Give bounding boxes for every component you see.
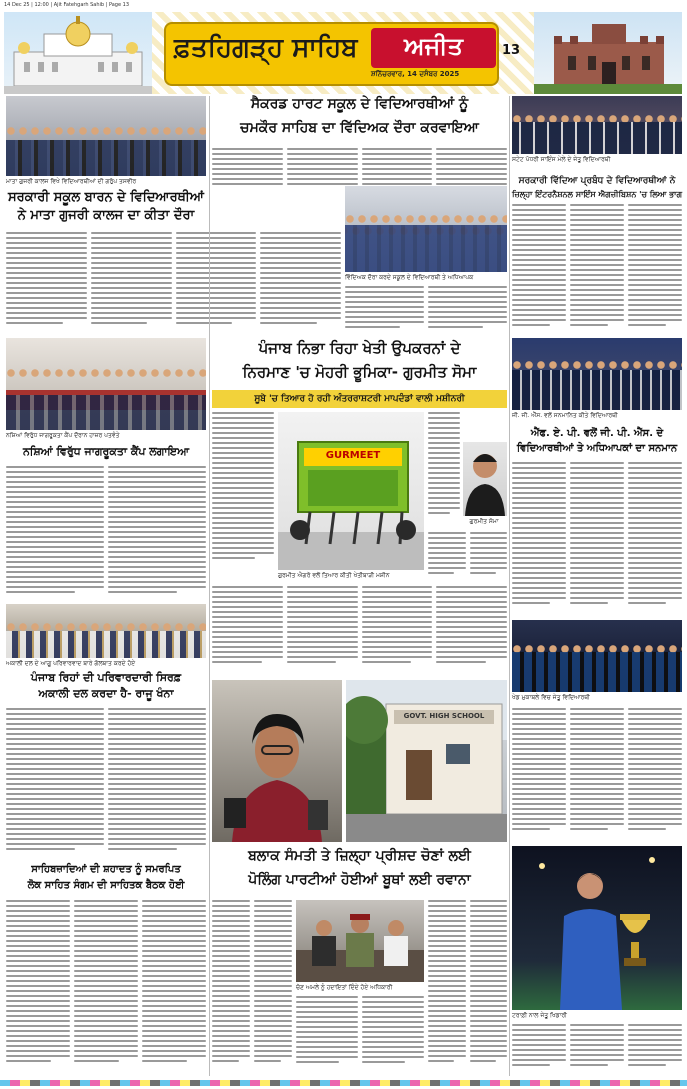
sports-body [512, 708, 682, 840]
school-baran-headline-1: ਸਰਕਾਰੀ ਸਕੂਲ ਬਾਰਨ ਦੇ ਵਿਦਿਆਰਥੀਆਂ [8, 190, 204, 205]
honor-photo [512, 338, 682, 410]
agri-body-left [212, 412, 274, 572]
polling-headline-1: ਬਲਾਕ ਸੰਮਤੀ ਤੇ ਜ਼ਿਲ੍ਹਾ ਪ੍ਰੀਸ਼ਦ ਚੋਣਾਂ ਲਈ [248, 848, 471, 864]
akali-headline-2: ਅਕਾਲੀ ਦਲ ਕਰਦਾ ਹੈ- ਰਾਜੂ ਖੰਨਾ [38, 687, 174, 700]
sacred-heart-body-top [212, 148, 507, 188]
science-photo [512, 96, 682, 154]
science-body [512, 204, 682, 332]
sacred-heart-caption: ਵਿੱਦਿਅਕ ਦੌਰਾ ਕਰਦੇ ਸਕੂਲ ਦੇ ਵਿਦਿਆਰਥੀ ਤੇ ਅਧਿਆਪਕ [345, 274, 474, 281]
speaker-photo [212, 680, 342, 842]
agri-body-continued [212, 586, 507, 674]
group-photo-caption: ਮਾਤਾ ਗੁਜਰੀ ਕਾਲਜ ਵਿਖੇ ਵਿਦਿਆਰਥੀਆਂ ਦੀ ਗਰੁੱਪ ਤਸਵੀਰ [6, 178, 137, 185]
sacred-heart-headline-2: ਚਮਕੌਰ ਸਾਹਿਬ ਦਾ ਵਿੱਦਿਅਕ ਦੌਰਾ ਕਰਵਾਇਆ [240, 120, 479, 136]
gurdwara-icon [4, 12, 152, 94]
trophy-winner-photo [512, 846, 682, 1010]
sports-group-photo [512, 620, 682, 692]
sports-group-caption: ਖੇਡ ਮੁਕਾਬਲੇ ਵਿਚ ਜੇਤੂ ਵਿਦਿਆਰਥੀ [512, 694, 590, 701]
polling-headline-2: ਪੋਲਿੰਗ ਪਾਰਟੀਆਂ ਹੋਈਆਂ ਬੂਥਾਂ ਲਈ ਰਵਾਨਾ [248, 872, 471, 888]
school-building-photo [346, 680, 507, 842]
group-photo-college [6, 96, 206, 176]
masthead [4, 12, 682, 94]
school-baran-headline-2: ਨੇ ਮਾਤਾ ਗੁਜਰੀ ਕਾਲਜ ਦਾ ਕੀਤਾ ਦੌਰਾ [17, 208, 195, 223]
drug-camp-headline: ਨਸ਼ਿਆਂ ਵਿਰੁੱਧ ਜਾਗਰੂਕਤਾ ਕੈਂਪ ਲਗਾਇਆ [22, 445, 190, 458]
akali-photo-caption: ਅਕਾਲੀ ਦਲ ਦੇ ਆਗੂ ਪਰਿਵਾਰਵਾਦ ਬਾਰੇ ਗੱਲਬਾਤ ਕਰਦੇ ਹੋਏ [6, 660, 136, 667]
trophy-winner-caption: ਟਰਾਫ਼ੀ ਨਾਲ ਜੇਤੂ ਖਿਡਾਰੀ [512, 1012, 567, 1019]
drug-camp-body [6, 466, 206, 602]
machine-photo-caption: ਗੁਰਮੀਤ ਐਗਰੋ ਵਲੋਂ ਤਿਆਰ ਕੀਤੀ ਖੇਤੀਬਾੜੀ ਮਸ਼ੀਨ [278, 572, 390, 579]
column-rule-left [209, 96, 210, 1076]
color-bar [0, 1080, 687, 1086]
agri-headline-1: ਪੰਜਾਬ ਨਿਭਾ ਰਿਹਾ ਖੇਤੀ ਉਪਕਰਨਾਂ ਦੇ [258, 339, 461, 357]
science-photo-caption: ਸਟੇਟ ਪੱਧਰੀ ਸਾਇੰਸ ਮੇਲੇ ਦੇ ਜੇਤੂ ਵਿਦਿਆਰਥੀ [512, 156, 611, 163]
portrait-photo [463, 442, 507, 516]
school-baran-body [6, 232, 341, 330]
agri-subheadline: ਸੂਬੇ 'ਚ ਤਿਆਰ ਹੋ ਰਹੀ ਅੰਤਰਰਾਸ਼ਟਰੀ ਮਾਪਦੰਡਾਂ ਵਾਲੀ ਮਸ਼ੀਨਰੀ [212, 390, 507, 408]
building-sign: GOVT. HIGH SCHOOL [403, 712, 485, 720]
portrait-caption: ਗੁਰਮੀਤ ਸੋਮਾ [469, 518, 499, 525]
honor-body [512, 462, 682, 612]
sacred-heart-photo [345, 186, 507, 272]
polling-body-left [212, 900, 292, 1072]
sacred-heart-headline-1: ਸੈਕਰਡ ਹਾਰਟ ਸਕੂਲ ਦੇ ਵਿਦਿਆਰਥੀਆਂ ਨੂੰ [250, 96, 469, 112]
akali-photo [6, 604, 206, 658]
brand-name: ਅਜੀਤ [404, 32, 463, 60]
section-title: ਫ਼ਤਹਿਗੜ੍ਹ ਸਾਹਿਬ [174, 33, 358, 63]
sahibzade-headline-2: ਲੋਕ ਸਾਹਿਤ ਸੰਗਮ ਦੀ ਸਾਹਿਤਕ ਬੈਠਕ ਹੋਈ [27, 880, 185, 891]
honor-headline-2: ਵਿਦਿਆਰਥੀਆਂ ਤੇ ਅਧਿਆਪਕਾਂ ਦਾ ਸਨਮਾਨ [516, 443, 678, 454]
drug-camp-photo [6, 338, 206, 430]
fort-icon [534, 12, 682, 94]
polling-body-mid [296, 996, 424, 1072]
science-headline-2: ਜ਼ਿਲ੍ਹਾ ਇੰਟਰਨੈਸ਼ਨਲ ਸਾਇੰਸ ਐਗਜ਼ੀਬਿਸ਼ਨ 'ਚ ਲਿਆ ਭਾਗ [512, 190, 683, 199]
agri-body-right [428, 532, 507, 582]
akali-body [6, 708, 206, 858]
print-slug: 14 Dec 25 | 12:00 | Ajit Fatehgarh Sahib | Page 13 [4, 2, 130, 8]
sahibzade-headline-1: ਸਾਹਿਬਜ਼ਾਦਿਆਂ ਦੀ ਸ਼ਹਾਦਤ ਨੂੰ ਸਮਰਪਿਤ [31, 864, 181, 875]
agri-headline-2: ਨਿਰਮਾਣ 'ਚ ਮੋਹਰੀ ਭੂਮਿਕਾ- ਗੁਰਮੀਤ ਸੋਮਾ [242, 363, 477, 381]
polling-body-right [428, 900, 507, 1072]
agri-body-mid [428, 412, 460, 520]
masthead-title-box [164, 22, 499, 86]
sacred-heart-body-bottom [345, 286, 507, 332]
issue-date: ਸ਼ਨਿੱਚਰਵਾਰ, 14 ਦਸੰਬਰ 2025 [371, 70, 460, 78]
honor-headline-1: ਐੱਫ. ਏ. ਪੀ. ਵਲੋਂ ਜੀ. ਪੀ. ਐੱਸ. ਦੇ [530, 428, 664, 439]
akali-headline-1: ਪੰਜਾਬ ਰਿਹਾਂ ਦੀ ਪਰਿਵਾਰਦਾਰੀ ਸਿਰਫ਼ [30, 671, 182, 684]
polling-photo [296, 900, 424, 982]
machine-photo [278, 412, 424, 570]
science-headline-1: ਸਰਕਾਰੀ ਵਿੱਦਿਆ ਪ੍ਰਬੰਧ ਦੇ ਵਿਦਿਆਰਥੀਆਂ ਨੇ [518, 176, 676, 186]
sahibzade-body [6, 900, 206, 1072]
page-number: 13 [502, 43, 521, 58]
column-rule-right [509, 96, 510, 1076]
polling-photo-caption: ਚੋਣ ਅਮਲੇ ਨੂੰ ਹਦਾਇਤਾਂ ਦਿੰਦੇ ਹੋਏ ਅਧਿਕਾਰੀ [296, 984, 393, 991]
honor-photo-caption: ਜੀ. ਜੀ. ਐੱਸ. ਵਲੋਂ ਸਨਮਾਨਿਤ ਕੀਤੇ ਵਿਦਿਆਰਥੀ [512, 412, 618, 419]
brand-box [371, 28, 496, 68]
trophy-body [512, 1024, 682, 1074]
machine-brand-label: GURMEET [325, 450, 381, 461]
drug-camp-caption: ਨਸ਼ਿਆਂ ਵਿਰੁੱਧ ਜਾਗਰੂਕਤਾ ਕੈਂਪ ਦੌਰਾਨ ਹਾਜ਼ਰ ਪਤਵੰਤੇ [6, 432, 120, 439]
